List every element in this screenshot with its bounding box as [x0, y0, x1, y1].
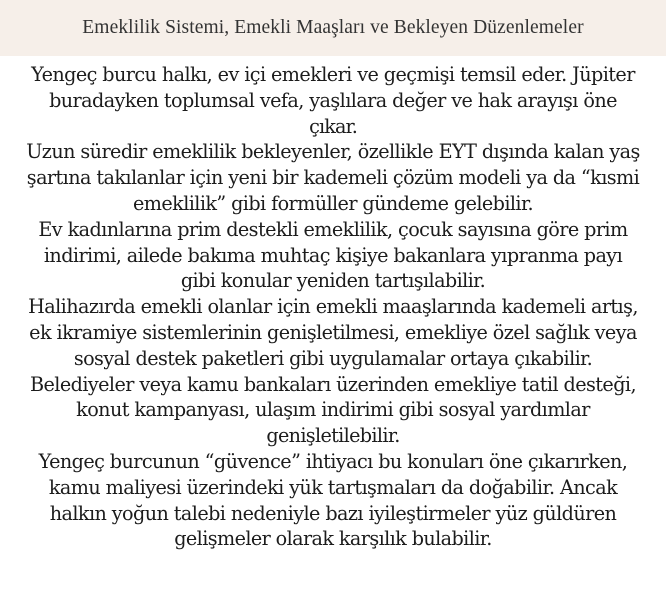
text-line: genişletilebilir.	[266, 424, 400, 448]
text-line: Yengeç burcunun “güvence” ihtiyacı bu konuları öne çıkarırken,	[38, 449, 628, 473]
text-line: gelişmeler olarak karşılık bulabilir.	[174, 527, 492, 551]
paragraph-municipal-support	[4, 372, 662, 449]
paragraph-pension-increase	[4, 294, 662, 371]
text-line: emeklilik” gibi formüller gündeme gelebilir.	[133, 191, 533, 215]
text-line: sosyal destek paketleri gibi uygulamalar ortaya çıkabilir.	[73, 346, 593, 370]
text-line: gibi konular yeniden tartışılabilir.	[180, 269, 486, 293]
text-line: Uzun süredir emeklilik bekleyenler, özellikle EYT dışında kalan yaş	[26, 140, 640, 164]
text-line: çıkar.	[309, 114, 357, 138]
text-line: ek ikramiye sistemlerinin genişletilmesi, emekliye özel sağlık veya	[29, 320, 637, 344]
text-line: kamu maliyesi üzerindeki yük tartışmaları da doğabilir. Ancak	[48, 475, 618, 499]
page-title: Emeklilik Sistemi, Emekli Maaşları ve Bekleyen Düzenlemeler	[82, 17, 584, 38]
article-body	[0, 62, 666, 552]
text-line: konut kampanyası, ulaşım indirimi gibi sosyal yardımlar	[76, 398, 590, 422]
text-line: Ev kadınlarına prim destekli emeklilik, çocuk sayısına göre prim	[38, 217, 628, 241]
text-line: buradayken toplumsal vefa, yaşlılara değer ve hak arayışı öne	[49, 88, 617, 112]
header-bar	[0, 0, 666, 56]
text-line: şartına takılanlar için yeni bir kademeli çözüm modeli ya da “kısmi	[26, 166, 640, 190]
paragraph-eyt	[4, 139, 662, 216]
paragraph-housewives	[4, 217, 662, 294]
text-line: Belediyeler veya kamu bankaları üzerinden emekliye tatil desteği,	[30, 372, 636, 396]
paragraph-cancer-house	[4, 62, 662, 139]
text-line: Yengeç burcu halkı, ev içi emekleri ve geçmişi temsil eder. Jüpiter	[31, 63, 635, 86]
text-line: Halihazırda emekli olanlar için emekli maaşlarında kademeli artış,	[28, 295, 638, 319]
paragraph-conclusion	[4, 449, 662, 552]
text-line: halkın yoğun talebi nedeniyle bazı iyileştirmeler yüz güldüren	[49, 501, 617, 525]
text-line: indirimi, ailede bakıma muhtaç kişiye bakanlara yıpranma payı	[43, 243, 623, 267]
